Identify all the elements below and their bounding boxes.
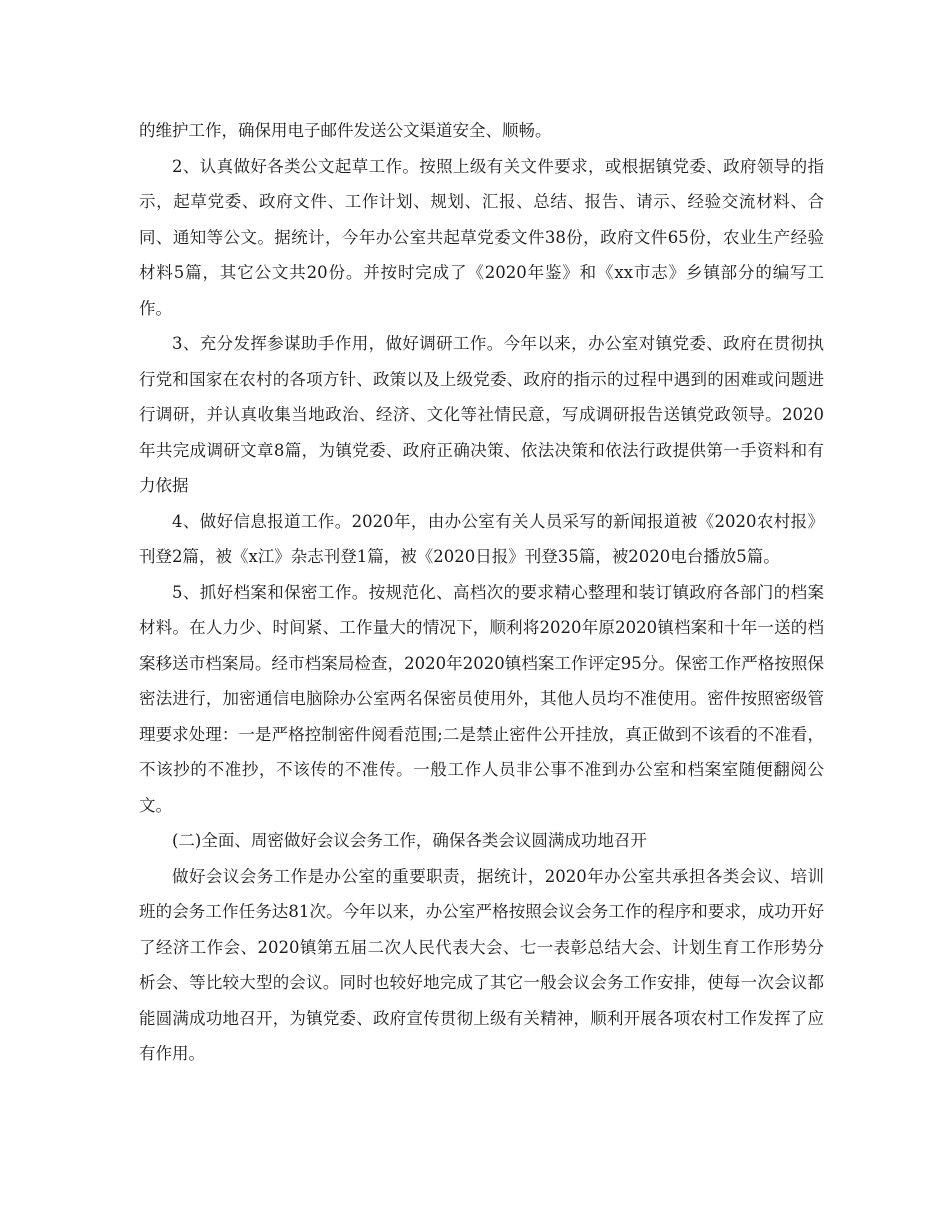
paragraph-item-4-reporting: 4、做好信息报道工作。2020年，由办公室有关人员采写的新闻报道被《2020农村报》刊登2篇，被《x江》杂志刊登1篇，被《2020日报》刊登35篇，被2020电台播放5篇。 [139,511,824,566]
section-heading-meetings: (二)全面、周密做好会议会务工作，确保各类会议圆满成功地召开 [172,831,647,850]
paragraph-item-2-drafting: 2、认真做好各类公文起草工作。按照上级有关文件要求，或根据镇党委、政府领导的指示，起草党委、政府文件、工作计划、规划、汇报、总结、报告、请示、经验交流材料、合同、通知等公文。据统计，今年办公室共起草党委文件38份，政府文件65份，农业生产经验材料5篇，其它公文共20份。并按时完成了《2020年鉴》和《xx市志》乡镇部分的编写工作。 [139,156,824,318]
paragraph-item-5-archives: 5、抓好档案和保密工作。按规范化、高档次的要求精心整理和装订镇政府各部门的档案材料。在人力少、时间紧、工作量大的情况下，顺利将2020年原2020镇档案和十年一送的档案移送市档案局。经市档案局检查，2020年2020镇档案工作评定95分。保密工作严格按照保密法进行，加密通信电脑除办公室两名保密员使用外，其他人员均不准使用。密件按照密级管理要求处理：一是严格控制密件阅看范围;二是禁止密件公开挂放，真正做到不该看的不准看，不该抄的不准抄，不该传的不准传。一般工作人员非公事不准到办公室和档案室随便翻阅公文。 [139,582,824,815]
document-body [139,113,824,1072]
paragraph-continuation: 的维护工作，确保用电子邮件发送公文渠道安全、顺畅。 [139,121,552,140]
paragraph-item-3-research: 3、充分发挥参谋助手作用，做好调研工作。今年以来，办公室对镇党委、政府在贯彻执行党和国家在农村的各项方针、政策以及上级党委、政府的指示的过程中遇到的困难或问题进行调研，并认真收集当地政治、经济、文化等社情民意，写成调研报告送镇党政领导。2020年共完成调研文章8篇，为镇党委、政府正确决策、依法决策和依法行政提供第一手资料和有力依据 [139,334,824,495]
paragraph-meetings: 做好会议会务工作是办公室的重要职责，据统计，2020年办公室共承担各类会议、培训班的会务工作任务达81次。今年以来，办公室严格按照会议会务工作的程序和要求，成功开好了经济工作会、2020镇第五届二次人民代表大会、七一表彰总结大会、计划生育工作形势分析会、等比较大型的会议。同时也较好地完成了其它一般会议会务工作安排，使每一次会议都能圆满成功地召开，为镇党委、政府宣传贯彻上级有关精神，顺利开展各项农村工作发挥了应有作用。 [139,866,824,1063]
